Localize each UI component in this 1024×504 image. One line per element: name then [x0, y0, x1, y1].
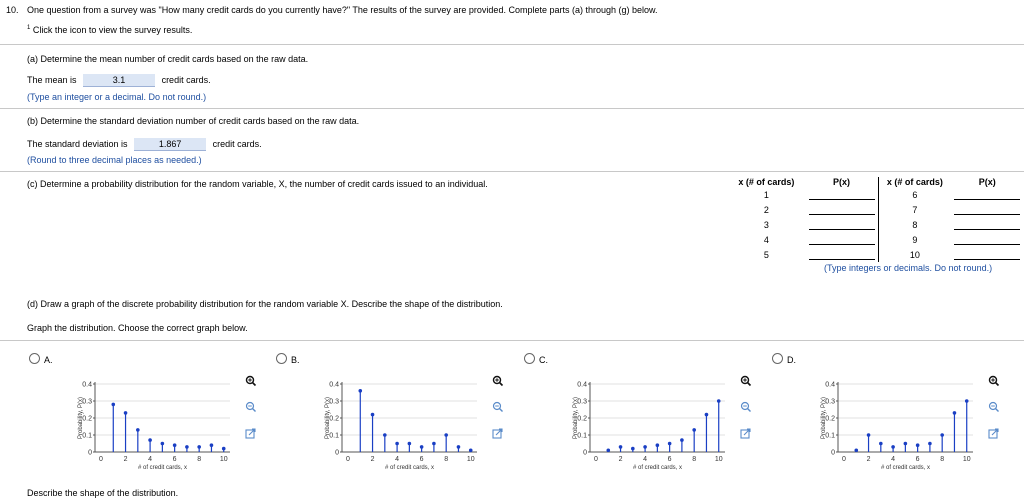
x-tick-label: 10 [714, 456, 723, 463]
x-value: 6 [912, 189, 918, 200]
stem-point [185, 445, 189, 449]
col-header-x-left: x (# of cards) [738, 177, 795, 187]
x-value: 1 [763, 189, 769, 200]
divider [0, 44, 1024, 45]
option-label: A. [44, 355, 53, 365]
stem-point [867, 433, 871, 437]
x-value: 5 [763, 249, 769, 260]
p-input[interactable] [954, 217, 1020, 230]
stem-point [197, 445, 201, 449]
col-header-x-right: x (# of cards) [886, 177, 943, 187]
x-tick-label: 4 [148, 456, 153, 463]
x-tick-label: 6 [419, 456, 424, 463]
y-tick-label: 0.1 [82, 432, 92, 440]
x-tick-label: 6 [667, 456, 672, 463]
y-tick-label: 0 [88, 449, 92, 457]
x-tick-label: 2 [370, 456, 375, 463]
option-label: D. [787, 355, 796, 365]
x-value: 2 [763, 204, 769, 215]
option-b[interactable] [276, 353, 300, 365]
x-axis-label: # of credit cards, x [384, 465, 435, 471]
stem-point [879, 442, 883, 446]
x-value: 8 [912, 219, 918, 230]
stem-point [643, 445, 647, 449]
part-c-hint: (Type integers or decimals. Do not round.) [824, 263, 993, 273]
option-c[interactable] [524, 353, 548, 365]
part-d-instruction: Graph the distribution. Choose the correct graph below. [27, 323, 248, 333]
y-tick-label: 0.1 [329, 432, 339, 440]
part-a-hint: (Type an integer or a decimal. Do not round.) [27, 92, 207, 102]
y-tick-label: 0.2 [577, 415, 587, 423]
zoom-out-icon[interactable] [990, 403, 999, 412]
zoom-out-icon[interactable] [247, 403, 256, 412]
zoom-out-icon[interactable] [742, 403, 751, 412]
popout-icon[interactable] [741, 429, 750, 438]
option-a-graph [77, 368, 277, 478]
x-tick-label: 10 [219, 456, 228, 463]
x-tick-label: 4 [891, 456, 896, 463]
part-b-prefix: The standard deviation is [27, 138, 128, 149]
stem-point [928, 442, 932, 446]
stem-point [136, 428, 140, 432]
stem-point [705, 413, 709, 417]
probability-table [728, 177, 1024, 262]
x-tick-label: 4 [643, 456, 648, 463]
popout-icon[interactable] [246, 429, 255, 438]
radio-button[interactable] [524, 353, 535, 364]
part-a-answer-line [27, 74, 211, 87]
x-axis-label: # of credit cards, x [632, 465, 683, 471]
stem-point [148, 438, 152, 442]
stem-point [432, 442, 436, 446]
zoom-out-icon[interactable] [494, 403, 503, 412]
stem-point [124, 411, 128, 415]
p-input[interactable] [809, 187, 875, 200]
divider [0, 171, 1024, 172]
part-a-suffix: credit cards. [161, 74, 211, 85]
stem-point [854, 449, 858, 453]
y-tick-label: 0.4 [329, 381, 339, 389]
stem-point [953, 411, 957, 415]
stem-point [680, 438, 684, 442]
x-value: 7 [912, 204, 918, 215]
stem-point [717, 399, 721, 403]
option-label: B. [291, 355, 300, 365]
option-b-graph [324, 368, 524, 478]
popout-icon[interactable] [493, 429, 502, 438]
stem-point [173, 443, 177, 447]
divider [0, 340, 1024, 341]
stem-point [891, 445, 895, 449]
x-tick-label: 10 [466, 456, 475, 463]
x-tick-label: 10 [962, 456, 971, 463]
stem-point [668, 442, 672, 446]
p-input[interactable] [809, 247, 875, 260]
stem-point [904, 442, 908, 446]
y-axis-label: Probability, P(x) [821, 397, 827, 439]
x-axis-label: # of credit cards, x [137, 465, 188, 471]
x-tick-label: 2 [123, 456, 128, 463]
option-c-graph [572, 368, 772, 478]
footnote-marker: 1 [27, 25, 31, 31]
x-tick-label: 2 [866, 456, 871, 463]
x-value: 4 [763, 234, 769, 245]
zoom-in-icon[interactable] [494, 377, 503, 386]
y-axis-label: Probability, P(x) [325, 397, 331, 439]
option-d[interactable] [772, 353, 796, 365]
x-tick-label: 8 [692, 456, 697, 463]
y-tick-label: 0 [335, 449, 339, 457]
icon-note-text[interactable]: Click the icon to view the survey results. [32, 25, 193, 35]
stem-point [606, 449, 610, 453]
part-b-hint: (Round to three decimal places as needed.) [27, 155, 202, 165]
p-input[interactable] [809, 202, 875, 215]
stem-point [371, 413, 375, 417]
y-tick-label: 0.2 [329, 415, 339, 423]
stem-point [692, 428, 696, 432]
question-text: One question from a survey was "How many credit cards do you currently have?" The results of the survey are provided. Complete parts (a) through (g) below. [27, 5, 658, 15]
y-tick-label: 0.2 [825, 415, 835, 423]
radio-button[interactable] [772, 353, 783, 364]
y-tick-label: 0.4 [825, 381, 835, 389]
stem-point [444, 433, 448, 437]
stem-point [111, 403, 115, 407]
zoom-in-icon[interactable] [742, 377, 751, 386]
stem-point [469, 449, 473, 453]
std-dev-answer-field[interactable]: 1.867 [134, 138, 206, 151]
stem-point [940, 433, 944, 437]
y-tick-label: 0.3 [82, 398, 92, 406]
part-a-prompt: (a) Determine the mean number of credit cards based on the raw data. [27, 54, 309, 64]
part-b-answer-line [27, 138, 262, 151]
stem-point [457, 445, 461, 449]
y-tick-label: 0.1 [825, 432, 835, 440]
popout-icon[interactable] [989, 429, 998, 438]
x-tick-label: 8 [940, 456, 945, 463]
option-label: C. [539, 355, 548, 365]
zoom-in-icon[interactable] [990, 377, 999, 386]
x-tick-label: 0 [842, 456, 846, 463]
x-tick-label: 0 [594, 456, 598, 463]
stem-point [965, 399, 969, 403]
option-d-graph [820, 368, 1020, 478]
stem-point [631, 447, 635, 451]
y-tick-label: 0.3 [825, 398, 835, 406]
x-tick-label: 4 [395, 456, 400, 463]
option-a[interactable] [29, 353, 53, 365]
x-value: 3 [763, 219, 769, 230]
x-tick-label: 0 [99, 456, 103, 463]
y-tick-label: 0.2 [82, 415, 92, 423]
part-a-prefix: The mean is [27, 74, 77, 85]
radio-button[interactable] [276, 353, 287, 364]
part-b-suffix: credit cards. [212, 138, 262, 149]
stem-point [916, 443, 920, 447]
stem-point [420, 445, 424, 449]
question-number: 10. [6, 5, 19, 15]
divider [0, 108, 1024, 109]
stem-point [619, 445, 623, 449]
x-axis-label: # of credit cards, x [880, 465, 931, 471]
p-input[interactable] [954, 202, 1020, 215]
stem-point [656, 443, 660, 447]
y-tick-label: 0 [583, 449, 587, 457]
p-input[interactable] [954, 187, 1020, 200]
x-tick-label: 6 [915, 456, 920, 463]
y-axis-label: Probability, P(x) [78, 397, 84, 439]
part-b-prompt: (b) Determine the standard deviation number of credit cards based on the raw data. [27, 116, 360, 126]
y-tick-label: 0.3 [329, 398, 339, 406]
y-tick-label: 0.1 [577, 432, 587, 440]
part-c-prompt: (c) Determine a probability distribution for the random variable, X, the number of credit cards issued to an individual. [27, 179, 488, 189]
stem-point [222, 447, 226, 451]
radio-button[interactable] [29, 353, 40, 364]
y-tick-label: 0.4 [82, 381, 92, 389]
y-axis-label: Probability, P(x) [573, 397, 579, 439]
x-tick-label: 2 [618, 456, 623, 463]
p-input[interactable] [809, 217, 875, 230]
probability-table-container [728, 177, 1024, 273]
x-value: 10 [909, 249, 920, 260]
zoom-in-icon[interactable] [247, 377, 256, 386]
p-input[interactable] [809, 232, 875, 245]
stem-point [210, 443, 214, 447]
icon-note [27, 25, 192, 35]
mean-answer-field[interactable]: 3.1 [83, 74, 155, 87]
y-tick-label: 0 [831, 449, 835, 457]
col-header-p-right: P(x) [978, 177, 996, 187]
x-tick-label: 8 [197, 456, 202, 463]
p-input[interactable] [954, 232, 1020, 245]
col-header-p-left: P(x) [805, 177, 879, 187]
p-input[interactable] [954, 247, 1020, 260]
x-tick-label: 8 [444, 456, 449, 463]
stem-point [408, 442, 412, 446]
part-d-prompt: (d) Draw a graph of the discrete probability distribution for the random variable X. Describe the shape of the distribution. [27, 299, 503, 309]
stem-point [161, 442, 165, 446]
stem-point [383, 433, 387, 437]
y-tick-label: 0.4 [577, 381, 587, 389]
x-tick-label: 0 [346, 456, 350, 463]
y-tick-label: 0.3 [577, 398, 587, 406]
x-value: 9 [912, 234, 918, 245]
stem-point [358, 389, 362, 393]
x-tick-label: 6 [172, 456, 177, 463]
stem-point [395, 442, 399, 446]
describe-prompt: Describe the shape of the distribution. [27, 488, 179, 498]
